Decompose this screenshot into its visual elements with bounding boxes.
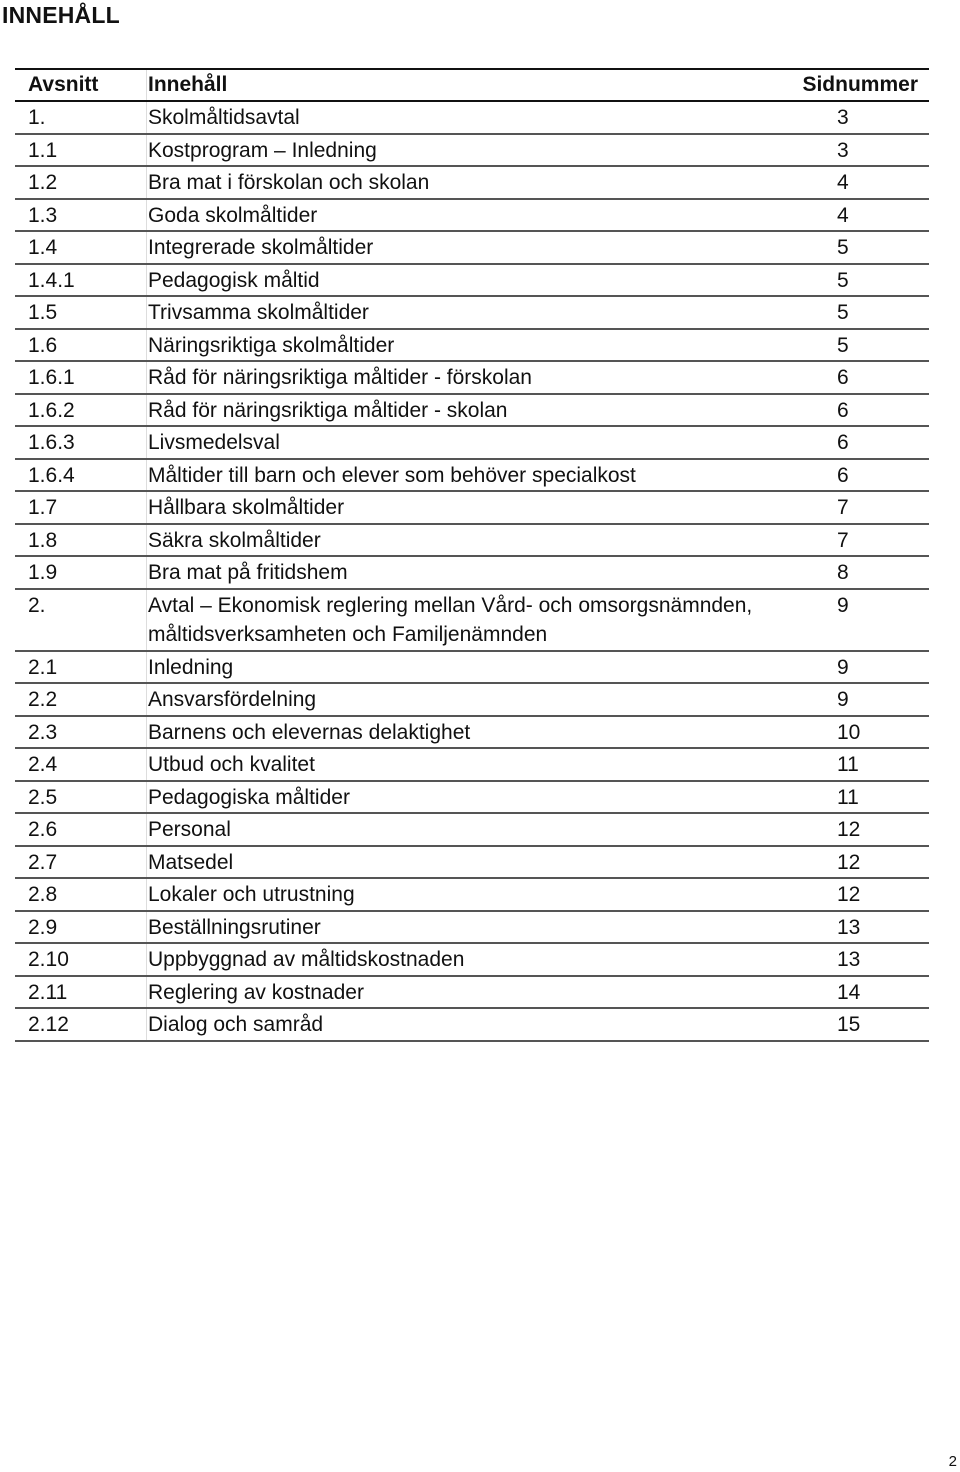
row-section-number: 2.3 [15,717,147,748]
table-row [15,102,929,135]
row-title: Trivsamma skolmåltider [148,301,369,324]
row-page-number: 12 [837,883,861,906]
table-row [15,944,929,977]
row-section-number: 1. [15,102,147,133]
table-row [15,1009,929,1042]
row-page-number: 6 [837,366,849,389]
table-body [15,102,929,1042]
row-page-number: 15 [837,1013,861,1036]
row-page-number: 5 [837,236,849,259]
row-title: Råd för näringsriktiga måltider - skolan [148,398,508,422]
row-page-number: 5 [837,268,849,292]
row-section-number: 2.12 [15,1009,147,1040]
row-section-number: 1.6.3 [15,427,147,458]
row-title: Pedagogisk måltid [148,268,320,292]
table-row [15,395,929,428]
row-section-number: 1.3 [15,200,147,231]
row-section-number: 1.6.4 [15,460,147,491]
table-row [15,492,929,525]
row-title: Bra mat på fritidshem [148,561,348,584]
table-row [15,912,929,945]
table-row [15,200,929,233]
row-title: Kostprogram – Inledning [148,138,377,162]
page-number: 2 [948,1453,957,1470]
row-section-number: 1.2 [15,167,147,198]
row-page-number: 6 [837,431,849,454]
row-page-number: 6 [837,398,849,422]
table-row [15,782,929,815]
table-row [15,590,929,652]
table-row [15,362,929,395]
table-row [15,814,929,847]
row-page-number: 10 [837,720,861,744]
table-row [15,652,929,685]
row-title: Uppbyggnad av måltidskostnaden [148,948,465,971]
page-title: INNEHÅLL [2,2,120,28]
row-page-number: 12 [837,818,861,841]
row-page-number: 13 [837,948,861,971]
row-title: Inledning [148,655,234,679]
row-section-number: 1.6 [15,330,147,361]
row-section-number: 2.4 [15,749,147,780]
row-page-number: 3 [837,138,849,162]
table-row [15,557,929,590]
table-row [15,297,929,330]
row-title: Matsedel [148,850,234,874]
row-section-number: 1.1 [15,135,147,166]
row-section-number: 2.7 [15,847,147,878]
row-page-number: 5 [837,333,849,357]
row-section-number: 1.9 [15,557,147,588]
row-title: Säkra skolmåltider [148,528,321,552]
row-page-number: 5 [837,301,849,324]
table-row [15,460,929,493]
row-page-number: 7 [837,496,849,519]
row-section-number: 2.5 [15,782,147,813]
row-section-number: 1.7 [15,492,147,523]
table-row [15,879,929,912]
row-title: Lokaler och utrustning [148,883,355,906]
table-row [15,717,929,750]
table-header [15,68,929,102]
header-title: Innehåll [148,73,228,96]
row-section-number: 1.4.1 [15,265,147,296]
header-page: Sidnummer [802,73,918,96]
row-page-number: 11 [837,785,859,809]
header-section: Avsnitt [15,70,147,100]
table-row [15,232,929,265]
row-page-number: 4 [837,203,849,227]
row-title: Utbud och kvalitet [148,753,315,776]
row-page-number: 8 [837,561,849,584]
row-page-number: 14 [837,980,861,1004]
table-row [15,135,929,168]
row-page-number: 4 [837,171,849,194]
row-section-number: 2.1 [15,652,147,683]
row-title: Skolmåltidsavtal [148,106,300,129]
row-section-number: 2.2 [15,684,147,715]
table-row [15,749,929,782]
row-title: Avtal – Ekonomisk reglering mellan Vård- och omsorgsnämnden, måltidsverksamheten och Familjenämnden [148,593,753,646]
row-title: Näringsriktiga skolmåltider [148,333,395,357]
row-title: Goda skolmåltider [148,203,318,227]
row-page-number: 9 [837,688,849,711]
row-title: Barnens och elevernas delaktighet [148,720,471,744]
row-section-number: 2. [15,590,147,650]
table-row [15,684,929,717]
row-title: Bra mat i förskolan och skolan [148,171,430,194]
row-title: Beställningsrutiner [148,915,321,939]
row-section-number: 2.8 [15,879,147,910]
row-title: Livsmedelsval [148,431,280,454]
table-row [15,977,929,1010]
row-section-number: 2.10 [15,944,147,975]
row-section-number: 1.6.2 [15,395,147,426]
row-title: Råd för näringsriktiga måltider - förskolan [148,366,532,389]
row-page-number: 9 [837,593,849,617]
row-section-number: 1.5 [15,297,147,328]
row-title: Personal [148,818,231,841]
row-page-number: 9 [837,655,849,679]
row-title: Integrerade skolmåltider [148,236,374,259]
table-row [15,167,929,200]
row-title: Ansvarsfördelning [148,688,317,711]
row-section-number: 1.6.1 [15,362,147,393]
row-page-number: 7 [837,528,849,552]
row-page-number: 12 [837,850,861,874]
row-section-number: 2.6 [15,814,147,845]
row-section-number: 1.8 [15,525,147,556]
row-section-number: 2.9 [15,912,147,943]
row-section-number: 2.11 [15,977,147,1008]
row-page-number: 13 [837,915,861,939]
table-row [15,427,929,460]
row-title: Pedagogiska måltider [148,785,350,809]
table-row [15,330,929,363]
row-page-number: 3 [837,106,849,129]
row-page-number: 6 [837,463,849,487]
table-row [15,847,929,880]
table-row [15,525,929,558]
row-page-number: 11 [837,753,859,776]
row-title: Måltider till barn och elever som behöver specialkost [148,463,636,487]
row-title: Hållbara skolmåltider [148,496,345,519]
row-title: Dialog och samråd [148,1013,324,1036]
table-row [15,265,929,298]
table-of-contents [15,68,929,1042]
row-section-number: 1.4 [15,232,147,263]
row-title: Reglering av kostnader [148,980,364,1004]
